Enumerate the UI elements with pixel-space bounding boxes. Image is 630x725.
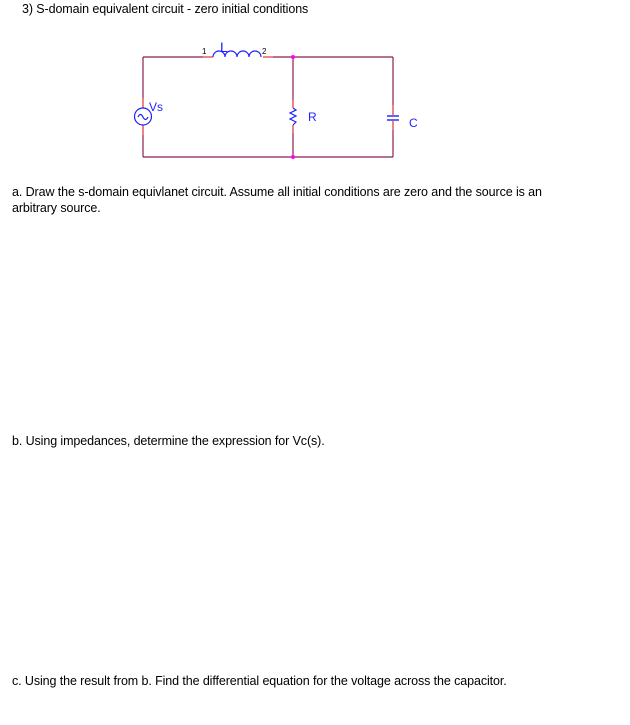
circuit-diagram — [0, 0, 630, 180]
problem-title: 3) S-domain equivalent circuit - zero initial conditions — [22, 2, 309, 16]
node-top — [291, 55, 295, 59]
question-a-line1: a. Draw the s-domain equivlanet circuit. Assume all initial conditions are zero and the source is an — [12, 185, 542, 199]
leads — [143, 57, 393, 135]
wires — [143, 57, 393, 157]
source-label: Vs — [149, 100, 164, 114]
question-c: c. Using the result from b. Find the differential equation for the voltage across the capacitor. — [12, 674, 507, 688]
inductor-pin2-label: 2 — [262, 47, 267, 56]
capacitor-label: C — [409, 116, 418, 130]
resistor-symbol — [290, 108, 296, 125]
capacitor-symbol — [387, 116, 399, 120]
question-a-line2: arbitrary source. — [12, 201, 101, 215]
resistor-label: R — [308, 110, 317, 124]
inductor-label: L — [220, 39, 228, 55]
inductor-pin1-label: 1 — [202, 47, 207, 56]
question-b: b. Using impedances, determine the expression for Vc(s). — [12, 434, 325, 448]
node-bottom — [291, 155, 295, 159]
